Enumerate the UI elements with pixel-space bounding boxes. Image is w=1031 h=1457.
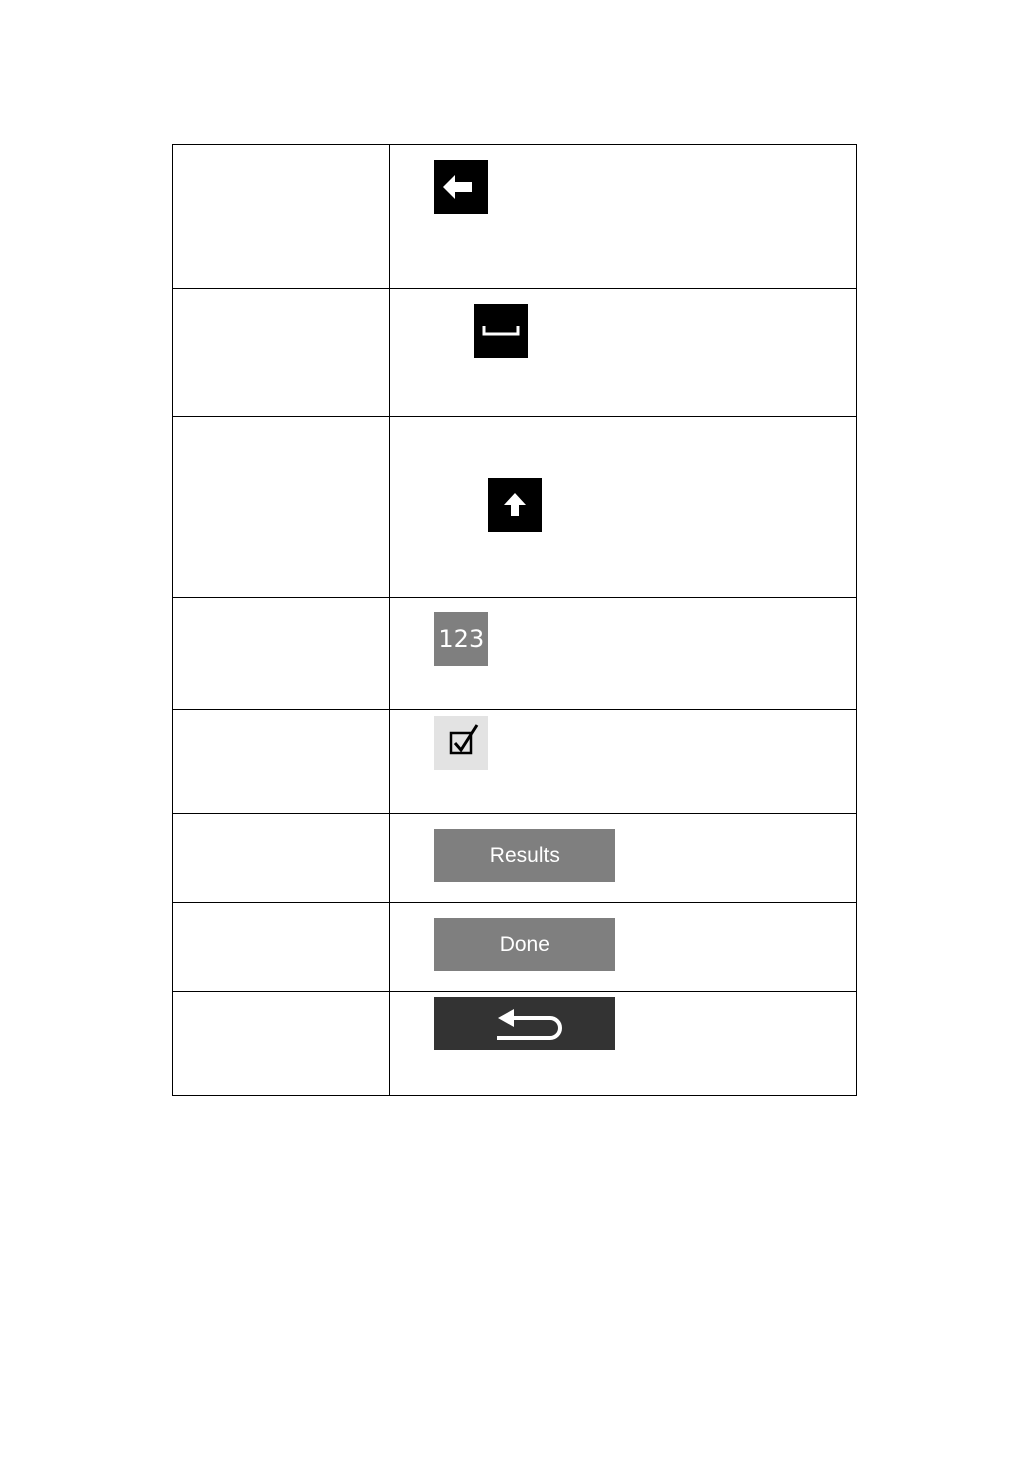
control-cell: [390, 992, 857, 1096]
results-button-label: Results: [489, 843, 560, 867]
results-button[interactable]: [434, 829, 615, 882]
control-cell: [390, 814, 857, 903]
backspace-button[interactable]: [434, 160, 488, 214]
checkbox-checked-icon: [434, 716, 488, 770]
shift-arrow-up-icon: [488, 478, 542, 532]
description-cell: [173, 903, 390, 992]
checkbox-button[interactable]: [434, 716, 488, 770]
description-cell: [173, 289, 390, 417]
table-row: [173, 903, 857, 992]
keyboard-controls-table: [172, 144, 857, 1096]
control-cell: [390, 417, 857, 598]
table-row: [173, 814, 857, 903]
space-bar-icon: [474, 304, 528, 358]
shift-button[interactable]: [488, 478, 542, 532]
numbers-button[interactable]: [434, 612, 488, 666]
control-cell: [390, 598, 857, 710]
numbers-button-label: 123: [438, 625, 485, 653]
description-cell: [173, 145, 390, 289]
control-cell: [390, 289, 857, 417]
table-row: [173, 710, 857, 814]
table-row: [173, 417, 857, 598]
description-cell: [173, 710, 390, 814]
description-cell: [173, 417, 390, 598]
description-cell: [173, 598, 390, 710]
description-cell: [173, 992, 390, 1096]
table-row: [173, 145, 857, 289]
space-button[interactable]: [474, 304, 528, 358]
control-cell: [390, 710, 857, 814]
description-cell: [173, 814, 390, 903]
done-button-label: Done: [499, 932, 550, 956]
table-row: [173, 992, 857, 1096]
done-button[interactable]: [434, 918, 615, 971]
table-row: [173, 598, 857, 710]
table-row: [173, 289, 857, 417]
backspace-arrow-left-icon: [434, 160, 488, 214]
control-cell: [390, 903, 857, 992]
return-arrow-icon: [434, 997, 615, 1050]
return-button[interactable]: [434, 997, 615, 1050]
control-cell: [390, 145, 857, 289]
